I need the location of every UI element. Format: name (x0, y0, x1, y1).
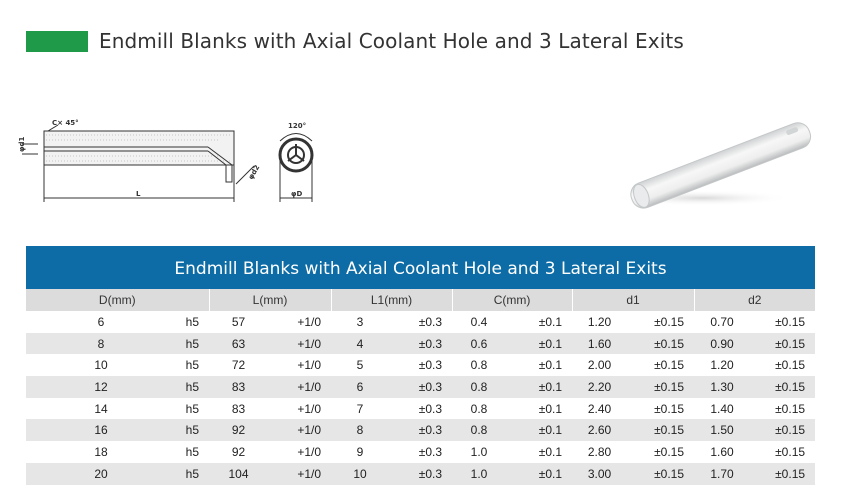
cell-d1-tolerance: ±0.15 (654, 358, 685, 373)
endmill-blank-photo (612, 118, 824, 210)
cell-l1-tolerance: ±0.3 (418, 401, 443, 416)
cell-d2-tolerance: ±0.15 (775, 336, 806, 351)
cell-d2-tolerance: ±0.15 (775, 423, 806, 438)
cell-l-tolerance: +1/0 (297, 336, 322, 351)
cell-c-value: 0.8 (470, 379, 488, 394)
cell-c-value: 0.8 (470, 358, 488, 373)
cell-l1-tolerance: ±0.3 (418, 358, 443, 373)
cell-l1-tolerance: ±0.3 (418, 444, 443, 459)
cell-l1-value: 7 (356, 401, 364, 416)
cell-d-value: 10 (94, 358, 108, 373)
cell-d2-value: 1.40 (710, 401, 734, 416)
header-d2: d2 (694, 289, 815, 311)
cell-d-value: 16 (94, 423, 108, 438)
cell-c-tolerance: ±0.1 (538, 314, 563, 329)
cell-d2-tolerance: ±0.15 (775, 401, 806, 416)
table-row (26, 463, 815, 485)
cell-d1-value: 1.20 (587, 314, 612, 329)
cell-l-value: 57 (231, 314, 246, 329)
cell-c-value: 1.0 (470, 466, 488, 481)
cell-l-value: 92 (231, 444, 246, 459)
cell-l1-value: 9 (356, 444, 364, 459)
cell-d1-value: 3.00 (587, 466, 612, 481)
table-row (26, 398, 815, 420)
cell-d2-value: 1.60 (710, 444, 734, 459)
cell-d2-value: 1.30 (710, 379, 734, 394)
cell-l1-value: 3 (356, 314, 364, 329)
table-row (26, 376, 815, 398)
cell-d-value: 6 (97, 314, 105, 329)
header-l: L(mm) (209, 289, 331, 311)
cell-l1-value: 4 (356, 336, 364, 351)
header-d: D(mm) (98, 293, 136, 307)
cell-d1-value: 2.60 (587, 423, 612, 438)
cell-d1-tolerance: ±0.15 (654, 336, 685, 351)
spec-table (26, 246, 815, 485)
cell-l1-tolerance: ±0.3 (418, 314, 443, 329)
cell-c-tolerance: ±0.1 (538, 423, 563, 438)
cell-l-tolerance: +1/0 (297, 358, 322, 373)
cell-d-tolerance: h5 (185, 379, 199, 394)
cell-d-tolerance: h5 (185, 444, 199, 459)
cell-d1-value: 2.00 (587, 358, 612, 373)
header-l1: L1(mm) (331, 289, 452, 311)
cell-l-value: 83 (231, 379, 246, 394)
cell-d1-tolerance: ±0.15 (654, 444, 685, 459)
table-row (26, 419, 815, 441)
cell-d1-value: 2.40 (587, 401, 612, 416)
cell-l1-value: 10 (353, 466, 367, 481)
cell-l-tolerance: +1/0 (297, 466, 322, 481)
cell-c-tolerance: ±0.1 (538, 336, 563, 351)
d1-label: φd1 (18, 136, 26, 152)
cell-l1-tolerance: ±0.3 (418, 379, 443, 394)
table-header-row (26, 289, 815, 311)
cell-c-tolerance: ±0.1 (538, 358, 563, 373)
cell-d-value: 14 (94, 401, 108, 416)
cell-l-value: 92 (231, 423, 246, 438)
cell-d2-tolerance: ±0.15 (775, 466, 806, 481)
cell-l1-tolerance: ±0.3 (418, 423, 443, 438)
cell-d1-tolerance: ±0.15 (654, 401, 685, 416)
header-c: C(mm) (452, 289, 572, 311)
header-d1: d1 (572, 289, 694, 311)
cell-d-value: 8 (97, 336, 105, 351)
cell-l-tolerance: +1/0 (297, 314, 322, 329)
cell-d2-value: 1.50 (710, 423, 734, 438)
cell-d1-tolerance: ±0.15 (654, 379, 685, 394)
cell-d2-value: 0.90 (710, 336, 734, 351)
cell-d2-tolerance: ±0.15 (775, 314, 806, 329)
cell-d1-value: 2.20 (587, 379, 612, 394)
cell-l-tolerance: +1/0 (297, 423, 322, 438)
cell-c-tolerance: ±0.1 (538, 466, 563, 481)
cell-l1-value: 6 (356, 379, 364, 394)
cell-c-tolerance: ±0.1 (538, 401, 563, 416)
cell-d1-value: 2.80 (587, 444, 612, 459)
cell-d2-tolerance: ±0.15 (775, 379, 806, 394)
cell-d-tolerance: h5 (185, 423, 199, 438)
page-title: Endmill Blanks with Axial Coolant Hole and 3 Lateral Exits (99, 29, 684, 53)
cell-l-value: 104 (228, 466, 249, 481)
cell-c-tolerance: ±0.1 (538, 379, 563, 394)
cell-l1-value: 8 (356, 423, 364, 438)
cell-l1-value: 5 (356, 358, 364, 373)
cell-d-tolerance: h5 (185, 336, 199, 351)
cell-d2-value: 0.70 (710, 314, 734, 329)
cell-d-value: 18 (94, 444, 108, 459)
cell-c-value: 1.0 (470, 444, 488, 459)
angle-label: 120° (288, 122, 307, 130)
cell-d2-value: 1.20 (710, 358, 734, 373)
spec-data-table (26, 289, 815, 485)
cell-d-tolerance: h5 (185, 314, 199, 329)
cell-l1-tolerance: ±0.3 (418, 466, 443, 481)
cell-c-value: 0.8 (470, 423, 488, 438)
diameter-label: φD (291, 190, 303, 198)
length-label: L (136, 190, 141, 198)
cell-l-tolerance: +1/0 (297, 444, 322, 459)
cell-d-tolerance: h5 (185, 358, 199, 373)
d2-label: φd2 (246, 163, 262, 181)
cell-d-value: 12 (94, 379, 108, 394)
cell-d1-tolerance: ±0.15 (654, 466, 685, 481)
cell-d-value: 20 (94, 466, 108, 481)
cell-d2-tolerance: ±0.15 (775, 444, 806, 459)
cell-c-value: 0.4 (470, 314, 488, 329)
cell-d1-tolerance: ±0.15 (654, 423, 685, 438)
cell-c-value: 0.8 (470, 401, 488, 416)
table-row (26, 441, 815, 463)
table-row (26, 311, 815, 333)
cell-d1-tolerance: ±0.15 (654, 314, 685, 329)
cell-c-value: 0.6 (470, 336, 488, 351)
chamfer-label: C× 45° (52, 119, 79, 127)
technical-drawing (18, 114, 328, 210)
cell-l-tolerance: +1/0 (297, 379, 322, 394)
table-row (26, 354, 815, 376)
cell-d2-value: 1.70 (710, 466, 734, 481)
table-title-banner: Endmill Blanks with Axial Coolant Hole and 3 Lateral Exits (26, 246, 815, 289)
cell-l-value: 83 (231, 401, 246, 416)
cell-l1-tolerance: ±0.3 (418, 336, 443, 351)
cell-d1-value: 1.60 (587, 336, 612, 351)
table-row (26, 333, 815, 355)
cell-d-tolerance: h5 (185, 401, 199, 416)
cell-d-tolerance: h5 (185, 466, 199, 481)
cell-c-tolerance: ±0.1 (538, 444, 563, 459)
cell-l-tolerance: +1/0 (297, 401, 322, 416)
cell-l-value: 72 (231, 358, 246, 373)
brand-green-bar (26, 31, 88, 52)
cell-l-value: 63 (231, 336, 246, 351)
cell-d2-tolerance: ±0.15 (775, 358, 806, 373)
